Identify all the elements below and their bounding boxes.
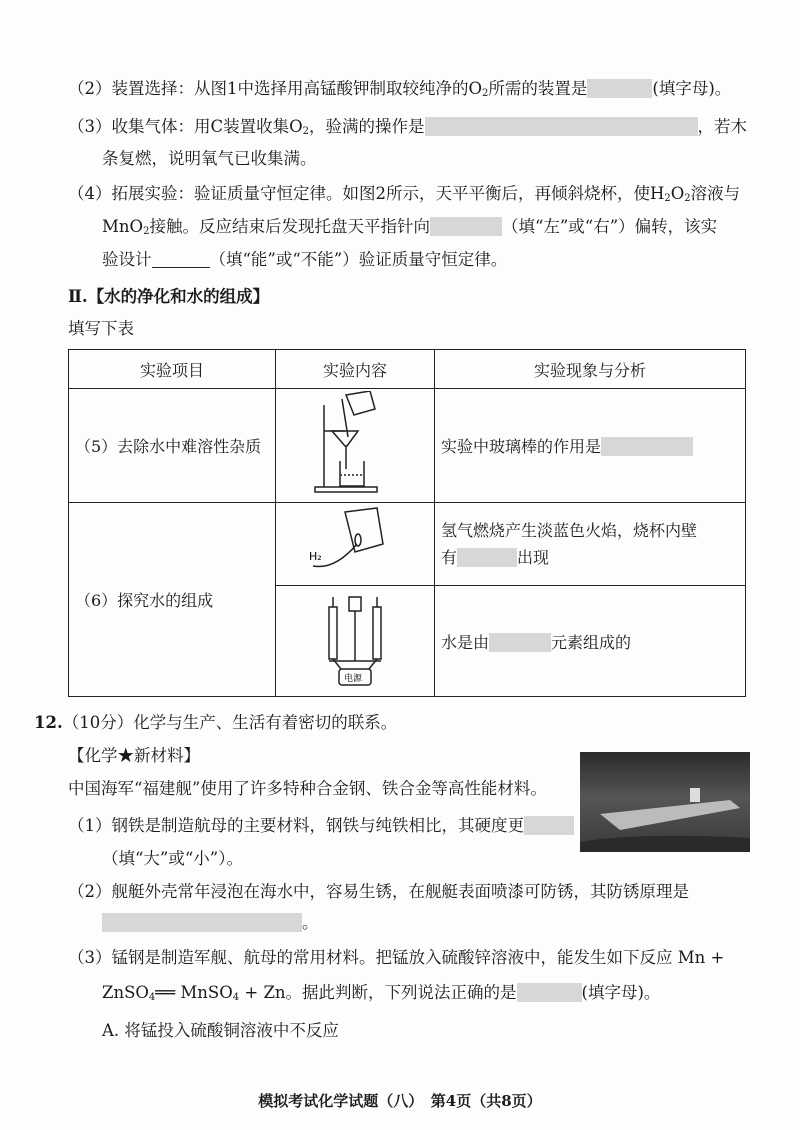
h2-label: H₂ (309, 550, 322, 563)
electrolysis-diagram (276, 586, 435, 697)
filtration-diagram (276, 389, 435, 503)
electrolysis-apparatus-icon (315, 589, 395, 689)
q12-p2-line1: （2）舰艇外壳常年浸泡在海水中，容易生锈，在舰艇表面喷漆可防锈，其防锈原理是 (68, 882, 689, 901)
aircraft-carrier-photo (580, 752, 750, 852)
answer-blank[interactable] (517, 983, 582, 1002)
answer-blank[interactable] (524, 816, 574, 835)
answer-blank[interactable] (601, 437, 693, 456)
row5-item: （5）去除水中难溶性杂质 (69, 389, 276, 503)
q12-p3-line2: ZnSO$_4$══ MnSO$_4$ + Zn。据此判断，下列说法正确的是 (填字母)。 (102, 983, 661, 1003)
power-label: 电源 (344, 674, 363, 684)
q12-p2-line2: 。 (102, 912, 319, 934)
q4-line1: （4）拓展实验：验证质量守恒定律。如图2所示，天平平衡后，再倾斜烧杯，使$H_2O_2$溶液与 (68, 184, 741, 204)
answer-blank[interactable] (489, 633, 551, 652)
q12-option-a: A. 将锰投入硫酸铜溶液中不反应 (102, 1021, 339, 1040)
header-item: 实验项目 (69, 350, 276, 389)
q12-title: 12.（10分）化学与生产、生活有着密切的联系。 (34, 713, 398, 732)
q12-tag: 【化学★新材料】 (68, 746, 200, 765)
answer-blank[interactable] (587, 79, 652, 98)
q4-line2: MnO$_2$接触。反应结束后发现托盘天平指针向 （填“左”或“右”）偏转，该实 (102, 217, 718, 237)
row6-result-1: 氢气燃烧产生淡蓝色火焰，烧杯内壁 有 出现 (435, 503, 746, 586)
answer-blank[interactable] (102, 913, 302, 932)
header-result: 实验现象与分析 (435, 350, 746, 389)
hydrogen-burning-icon (305, 504, 405, 580)
answer-blank[interactable] (430, 217, 502, 236)
carrier-ship-icon (580, 752, 750, 852)
answer-underline[interactable] (152, 249, 210, 268)
q12-p1-line2: （填“大”或“小”）。 (102, 849, 243, 868)
q4-line3: 验设计 （填“能”或“不能”）验证质量守恒定律。 (102, 250, 508, 269)
page-footer: 模拟考试化学试题（八） 第4页（共8页） (258, 1092, 542, 1110)
row6-result-2: 水是由 元素组成的 (435, 586, 746, 697)
section-title: Ⅱ.【水的净化和水的组成】 (68, 287, 270, 306)
filtration-apparatus-icon (310, 391, 400, 496)
answer-blank[interactable] (425, 117, 698, 136)
experiment-table (68, 349, 746, 697)
q2-line: （2）装置选择：从图1中选择用高锰酸钾制取较纯净的$O_2$所需的装置是 (填字母)。 (68, 79, 732, 99)
row5-result: 实验中玻璃棒的作用是 (435, 389, 746, 503)
q12-intro: 中国海军“福建舰”使用了许多特种合金钢、铁合金等高性能材料。 (68, 779, 547, 798)
row6-item: （6）探究水的组成 (69, 503, 276, 697)
q12-p3-line1: （3）锰钢是制造军舰、航母的常用材料。把锰放入硫酸锌溶液中，能发生如下反应 Mn + (68, 948, 725, 967)
table-instruction: 填写下表 (68, 319, 134, 338)
q3-line1: （3）收集气体：用C装置收集$O_2$，验满的操作是 ，若木 (68, 117, 748, 137)
q12-p1-line1: （1）钢铁是制造航母的主要材料，钢铁与纯铁相比，其硬度更 (68, 815, 574, 837)
q3-line2: 条复燃，说明氧气已收集满。 (102, 149, 317, 168)
header-content: 实验内容 (276, 350, 435, 389)
combustion-diagram (276, 503, 435, 586)
answer-blank[interactable] (457, 548, 517, 567)
